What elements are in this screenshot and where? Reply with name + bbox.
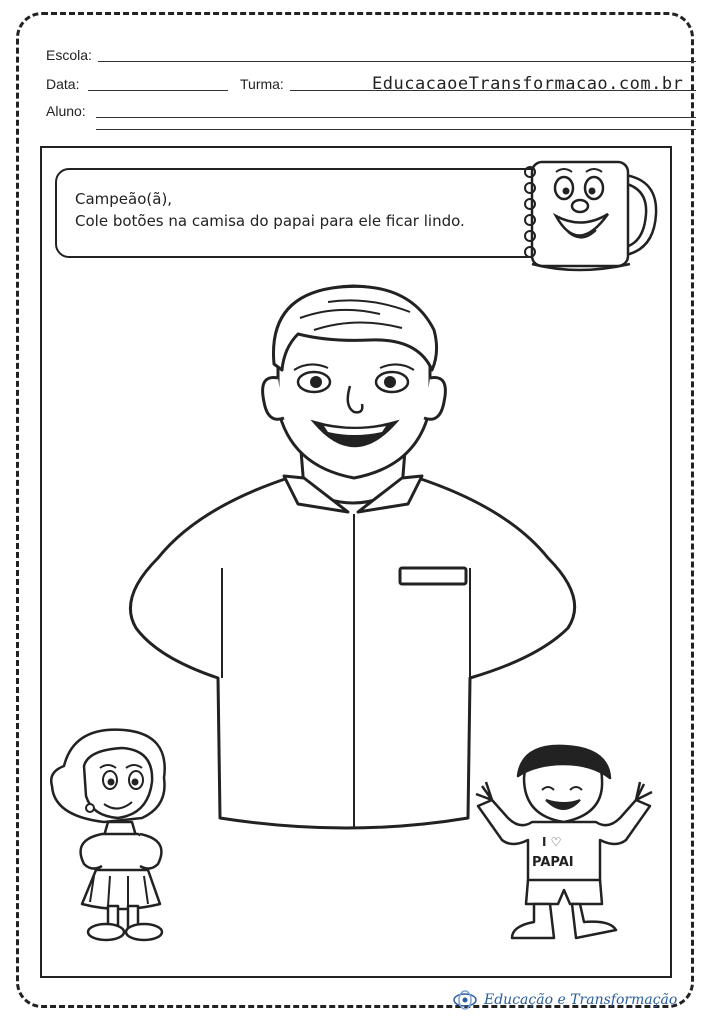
date-label: Data: <box>46 76 80 92</box>
school-line[interactable] <box>98 61 696 62</box>
website-url: EducacaoeTransformacao.com.br <box>372 74 684 94</box>
school-label: Escola: <box>46 47 92 63</box>
student-label: Aluno: <box>46 103 86 119</box>
instruction-text: Cole botões na camisa do papai para ele ficar lindo. <box>75 212 465 230</box>
instruction-greeting: Campeão(ã), <box>75 190 173 208</box>
date-line[interactable] <box>88 90 228 91</box>
student-line[interactable] <box>96 117 696 118</box>
footer-brand-text: Educação e Transformação <box>484 992 678 1008</box>
boy-shirt-text-bottom: PAPAI <box>532 855 574 870</box>
boy-illustration <box>472 744 656 948</box>
boy-shirt-text-top: I ♡ <box>542 835 562 849</box>
footer-brand <box>452 990 677 1010</box>
brand-logo-icon <box>452 990 478 1010</box>
girl-illustration <box>44 726 194 946</box>
student-line-secondary <box>96 129 696 130</box>
notebook-mascot-illustration <box>518 152 666 278</box>
class-label: Turma: <box>240 76 284 92</box>
instruction-box <box>55 168 545 258</box>
